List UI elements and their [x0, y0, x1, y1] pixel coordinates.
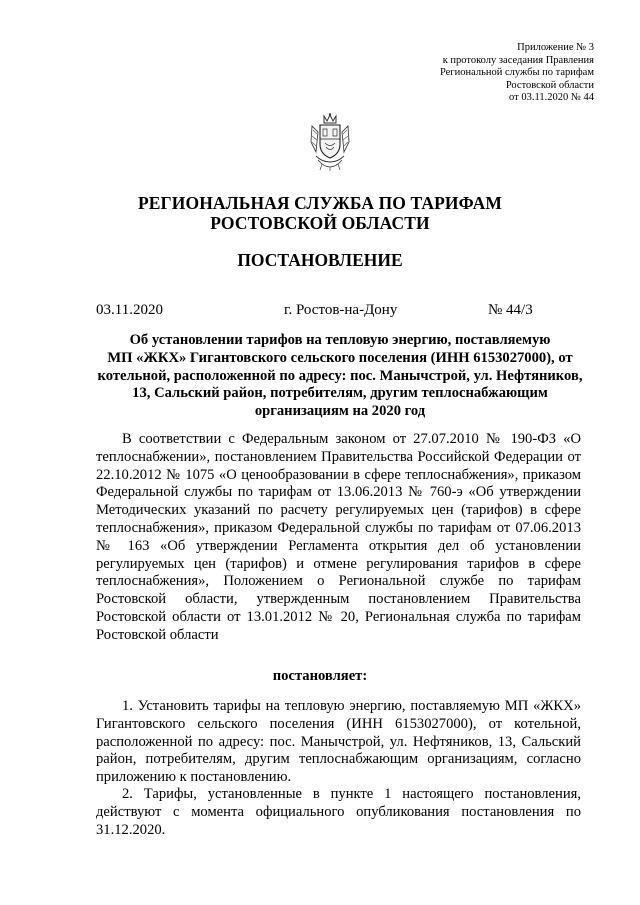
subject-line: Об установлении тарифов на тепловую энергию, поставляемую: [129, 332, 551, 348]
subject-line: 13, Сальский район, потребителям, другим теплоснабжающим: [132, 385, 548, 402]
document-subject: [96, 332, 584, 421]
organization-title: [0, 193, 640, 233]
subject-line: организациям на 2020 год: [254, 403, 426, 420]
document-city: г. Ростов-на-Дону: [284, 302, 398, 318]
document-date: 03.11.2020: [96, 302, 163, 318]
subject-line: МП «ЖКХ» Гигантовского сельского поселения (ИНН 6153027000), от: [107, 349, 573, 366]
subject-line: котельной, расположенной по адресу: пос. Манычстрой, ул. Нефтяников,: [97, 367, 583, 384]
clause-1: 1. Установить тарифы на тепловую энергию, поставляемую МП «ЖКХ» Гигантовского сельского поселения (ИНН 6153027000), от котельной, расположенной по адресу: пос. Манычстрой, ул. Нефтяников, 13, Сальский район, потребителям, другим теплоснабжающим организациям, согласно приложению к постановлению.: [96, 698, 581, 786]
organization-title-line: РЕГИОНАЛЬНАЯ СЛУЖБА ПО ТАРИФАМ: [137, 193, 502, 213]
appendix-line: Региональной службы по тарифам: [439, 67, 594, 79]
legal-basis-paragraph: В соответствии с Федеральным законом от 27.07.2010 № 190-ФЗ «О теплоснабжении», постановлением Правительства Российской Федерации от 22.10.2012 № 1075 «О ценообразовании в сфере теплоснабжения», приказом Федеральной службы по тарифам от 13.06.2013 № 760-э «Об утверждении Методических указаний по расчету регулируемых цен (тарифов) в сфере теплоснабжения», приказом Федеральной службы по тарифам от 07.06.2013 № 163 «Об утверждении Регламента открытия дел об установлении регулируемых цен (тарифов) и отмене регулирования тарифов в сфере теплоснабжения», Положением о Региональной службе по тарифам Ростовской области, утвержденным постановлением Правительства Ростовской области от 13.01.2012 № 20, Региональная служба по тарифам Ростовской области: [96, 431, 581, 643]
appendix-line: к протоколу заседания Правления: [442, 54, 594, 66]
coat-of-arms-icon: [308, 112, 352, 172]
clause-2: 2. Тарифы, установленные в пункте 1 настоящего постановления, действуют с момента официального опубликования постановления по 31.12.2020.: [96, 786, 581, 838]
resolves-heading: постановляет:: [272, 668, 368, 684]
document-type: ПОСТАНОВЛЕНИЕ: [237, 250, 403, 270]
appendix-line: Ростовской области: [505, 79, 594, 91]
appendix-line: от 03.11.2020 № 44: [509, 92, 594, 104]
document-number: № 44/3: [488, 302, 533, 318]
appendix-line: Приложение № 3: [517, 42, 594, 53]
organization-title-line: РОСТОВСКОЙ ОБЛАСТИ: [210, 213, 430, 233]
appendix-note: [440, 42, 594, 105]
